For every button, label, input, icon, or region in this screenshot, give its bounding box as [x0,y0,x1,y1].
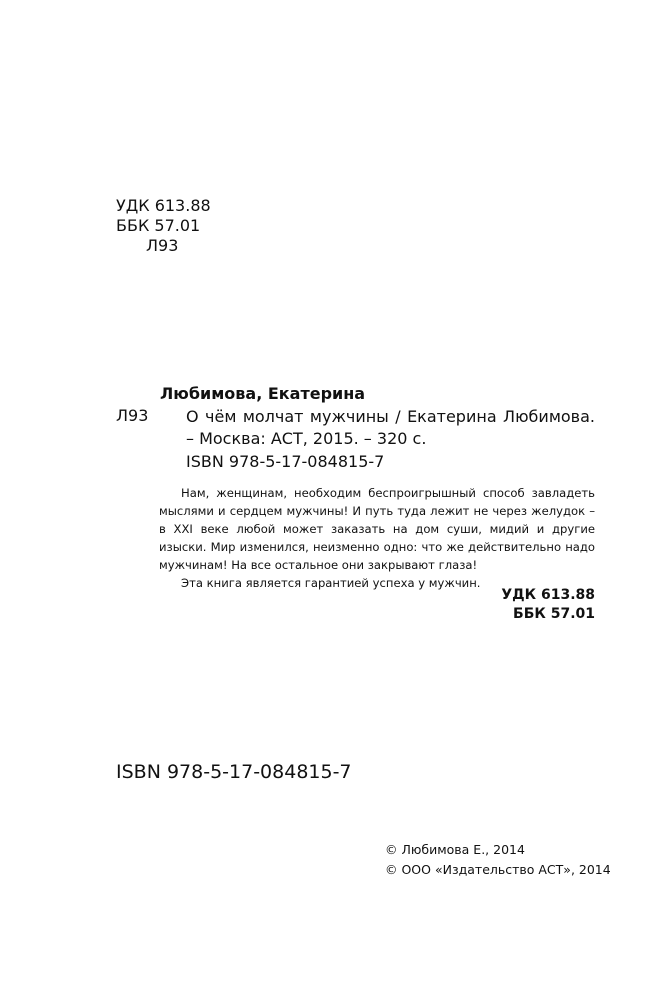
udk-code-top: УДК 613.88 [116,196,211,215]
copyright-publisher: © ООО «Издательство АСТ», 2014 [385,862,611,877]
bbk-code-right: ББК 57.01 [513,606,595,622]
author-heading: Любимова, Екатерина [160,384,366,403]
classification-right [501,586,595,624]
annotation-paragraph: Нам, женщинам, необходим беспроигрышный способ завладеть мыслями и сердцем мужчины! И путь туда лежит не через желудок – в XXI веке любой может заказать на дом суши, мидий и другие изыски. Мир изменился, неизменно одно: что же действительно надо мужчинам! На все остальное они закрывают глаза! [159,486,595,572]
isbn-main: ISBN 978-5-17-084815-7 [116,761,352,783]
bibliographic-entry: О чём молчат мужчины / Екатерина Любимова. – Москва: АСТ, 2015. – 320 с. [186,407,595,448]
copyright-author: © Любимова Е., 2014 [385,842,525,857]
annotation-paragraph: Эта книга является гарантией успеха у мужчин. [181,576,481,590]
isbn-in-card: ISBN 978-5-17-084815-7 [186,452,385,471]
annotation [159,484,595,592]
copyright-block [385,840,611,880]
udk-code-right: УДК 613.88 [501,587,595,603]
author-mark: Л93 [116,406,149,425]
author-mark-top: Л93 [146,236,179,255]
bbk-code-top: ББК 57.01 [116,216,201,235]
